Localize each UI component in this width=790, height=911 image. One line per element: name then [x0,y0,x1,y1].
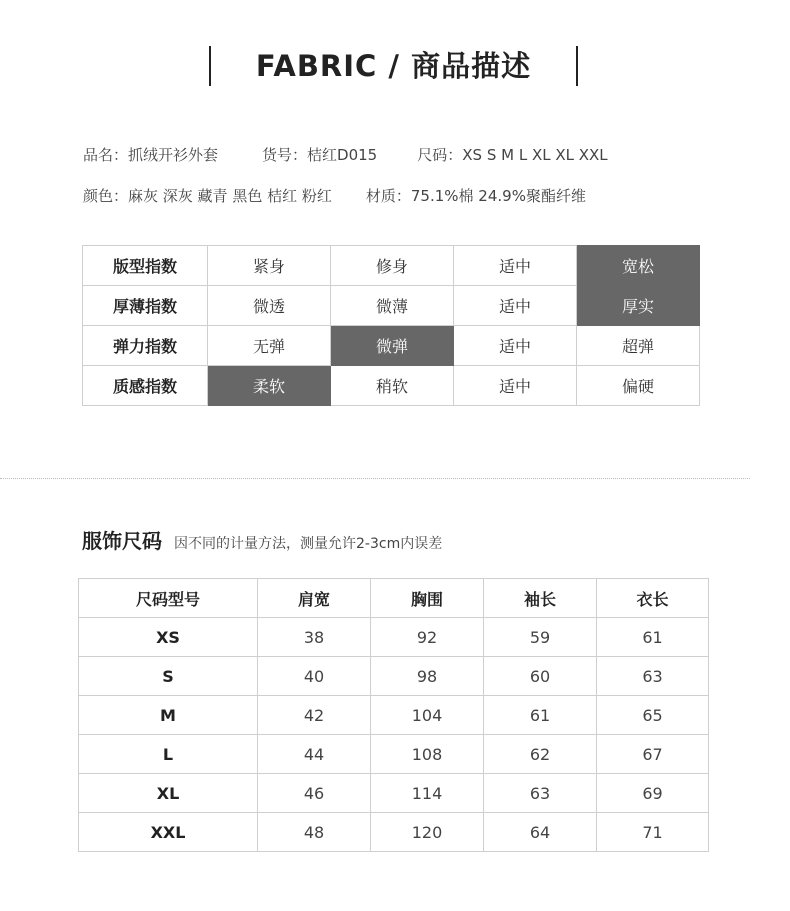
index-row-label: 版型指数 [83,246,208,286]
index-row [83,366,700,406]
size-cell: 59 [484,618,597,657]
index-row [83,286,700,326]
index-option: 无弹 [208,326,331,366]
material-value: 75.1%棉 24.9%聚酯纤维 [410,187,586,205]
size-cell: XXL [79,813,258,852]
size-cell: 44 [258,735,371,774]
size-cell: L [79,735,258,774]
size-header-cell: 尺码型号 [79,579,258,618]
item-no-label: 货号： [262,146,308,164]
index-row [83,326,700,366]
index-option: 微透 [208,286,331,326]
index-option: 柔软 [208,366,331,406]
name-value: 抓绒开衫外套 [128,146,219,164]
size-header-cell: 胸围 [371,579,484,618]
size-cell: 62 [484,735,597,774]
index-option: 稍软 [331,366,454,406]
index-row-label: 质感指数 [83,366,208,406]
index-option: 紧身 [208,246,331,286]
size-cell: XL [79,774,258,813]
index-option: 适中 [454,246,577,286]
section-header [0,44,790,88]
size-header-row [79,579,709,618]
table-row [79,735,709,774]
size-cell: 64 [484,813,597,852]
table-row [79,813,709,852]
index-option: 适中 [454,286,577,326]
size-cell: 104 [371,696,484,735]
size-cell: 61 [484,696,597,735]
size-cell: 40 [258,657,371,696]
size-cell: 63 [597,657,709,696]
size-chart-table [78,578,709,852]
index-option: 微薄 [331,286,454,326]
index-option: 适中 [454,326,577,366]
index-option: 偏硬 [577,366,700,406]
index-option: 厚实 [577,286,700,326]
table-row [79,774,709,813]
table-row [79,696,709,735]
index-option: 宽松 [577,246,700,286]
size-cell: 71 [597,813,709,852]
size-label: 尺码： [417,146,463,164]
index-option: 超弹 [577,326,700,366]
size-cell: 63 [484,774,597,813]
size-cell: 65 [597,696,709,735]
index-option: 适中 [454,366,577,406]
info-line-2 [83,184,586,208]
size-cell: 98 [371,657,484,696]
size-cell: 108 [371,735,484,774]
color-value: 麻灰 深灰 藏青 黑色 桔红 粉红 [128,187,332,205]
size-header-cell: 袖长 [484,579,597,618]
size-header-cell: 衣长 [597,579,709,618]
index-option: 微弹 [331,326,454,366]
table-row [79,618,709,657]
size-section-heading [82,526,442,556]
size-header-cell: 肩宽 [258,579,371,618]
size-value: XS S M L XL XL XXL [462,146,608,164]
page-title: FABRIC / 商品描述 [255,49,532,83]
size-cell: 92 [371,618,484,657]
size-cell: 42 [258,696,371,735]
dotted-divider [0,478,750,479]
size-cell: S [79,657,258,696]
index-row [83,246,700,286]
size-cell: 38 [258,618,371,657]
size-cell: 60 [484,657,597,696]
size-section-note: 因不同的计量方法，测量允许2-3cm内误差 [174,536,443,552]
size-cell: 120 [371,813,484,852]
material-label: 材质： [365,187,411,205]
size-cell: 46 [258,774,371,813]
index-option: 修身 [331,246,454,286]
table-row [79,657,709,696]
size-cell: 69 [597,774,709,813]
name-label: 品名： [83,146,129,164]
index-row-label: 弹力指数 [83,326,208,366]
size-cell: 114 [371,774,484,813]
color-label: 颜色： [83,187,129,205]
size-cell: M [79,696,258,735]
size-cell: XS [79,618,258,657]
index-row-label: 厚薄指数 [83,286,208,326]
item-no-value: 桔红D015 [307,146,378,164]
size-section-title: 服饰尺码 [82,529,162,553]
header-right-bar [576,46,578,86]
info-line-1 [83,143,608,167]
size-cell: 61 [597,618,709,657]
fabric-index-table [82,245,700,406]
size-cell: 48 [258,813,371,852]
size-cell: 67 [597,735,709,774]
